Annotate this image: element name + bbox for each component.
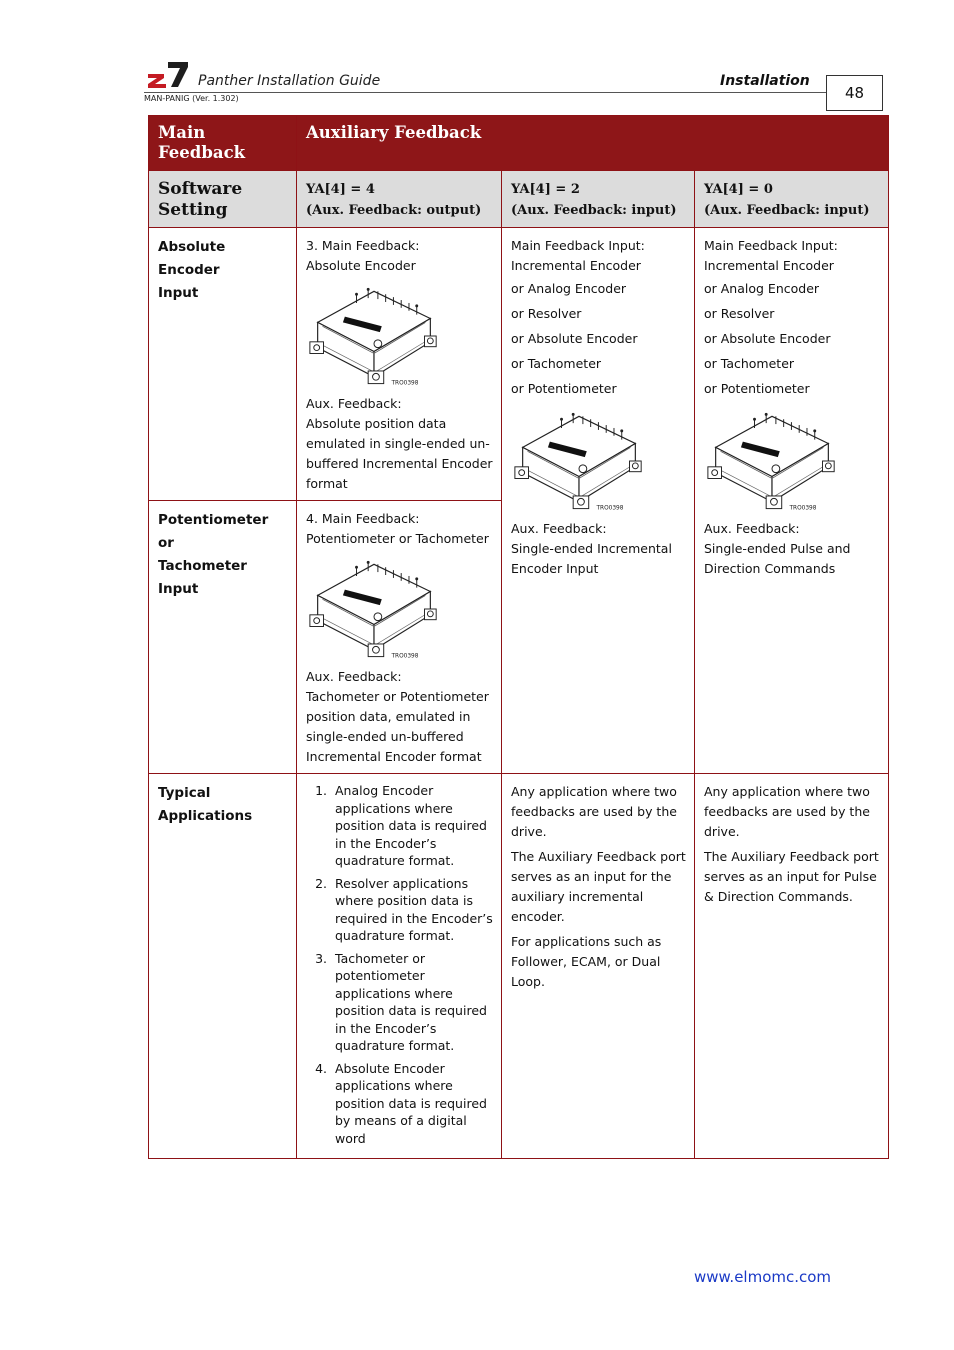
servo-drive-image	[704, 405, 840, 517]
document-version: MAN-PANIG (Ver. 1.302)	[144, 94, 239, 103]
ya0-feedback-cell: Main Feedback Input: Incremental Encoder or Analog Encoder or Resolver or Absolute Encoder or Tachometer or Potentiometer TRO0398 Aux. Feedback: Single-ended Pulse and Direction Commands	[695, 228, 889, 774]
absolute-encoder-cell: 3. Main Feedback: Absolute Encoder TRO0398 Aux. Feedback: Absolute position data emulated in single-ended un- buffered Incremental Encoder format	[297, 228, 502, 501]
table-header-row	[149, 116, 889, 171]
software-setting-label: Software Setting	[149, 171, 297, 228]
svg-text:TRO0398: TRO0398	[391, 380, 419, 387]
typical-applications-ya4-2	[502, 774, 695, 1159]
typical-applications-label: Typical Applications	[149, 774, 297, 1159]
setting-ya4-2: YA[4] = 2 (Aux. Feedback: input)	[502, 171, 695, 228]
potentiometer-cell: 4. Main Feedback: Potentiometer or Tachometer TRO0398 Aux. Feedback: Tachometer or Potentiometer position data, emulated in single-ended un-buffered Incremental Encoder format	[297, 501, 502, 774]
potentiometer-label: Potentiometer or Tachometer Input	[149, 501, 297, 774]
servo-drive-image	[306, 280, 442, 392]
paragraph: The Auxiliary Feedback port serves as an input for the auxiliary incremental encoder.	[511, 849, 686, 924]
paragraph: The Auxiliary Feedback port serves as an input for Pulse & Direction Commands.	[704, 849, 879, 904]
paragraph: For applications such as Follower, ECAM, or Dual Loop.	[511, 934, 662, 989]
servo-drive-image	[511, 405, 647, 517]
setting-ya4-0: YA[4] = 0 (Aux. Feedback: input)	[695, 171, 889, 228]
software-setting-row	[149, 171, 889, 228]
list-item: 4. Absolute Encoder applications where position data is required by means of a digital word	[331, 1060, 493, 1148]
typical-applications-row	[149, 774, 889, 1159]
elmo-logo	[146, 56, 190, 90]
svg-text:TRO0398: TRO0398	[789, 505, 817, 512]
website-link[interactable]: www.elmomc.com	[694, 1268, 832, 1286]
absolute-encoder-label: Absolute Encoder Input	[149, 228, 297, 501]
setting-ya4-4: YA[4] = 4 (Aux. Feedback: output)	[297, 171, 502, 228]
paragraph: Any application where two feedbacks are used by the drive.	[511, 784, 677, 839]
servo-drive-image	[306, 553, 442, 665]
header-rule	[144, 92, 826, 93]
svg-text:TRO0398: TRO0398	[391, 653, 419, 660]
paragraph: Any application where two feedbacks are used by the drive.	[704, 784, 870, 839]
ya2-feedback-cell: Main Feedback Input: Incremental Encoder or Analog Encoder or Resolver or Absolute Encoder or Tachometer or Potentiometer TRO0398 Aux. Feedback: Single-ended Incremental Encoder Input	[502, 228, 695, 774]
section-title: Installation	[720, 73, 810, 89]
main-feedback-heading: Main Feedback	[149, 116, 297, 171]
typical-applications-ya4-4	[297, 774, 502, 1159]
page-number: 48	[826, 75, 883, 111]
list-item: 1. Analog Encoder applications where position data is required in the Encoder’s quadrature format.	[331, 782, 493, 870]
feedback-settings-table	[148, 115, 889, 1159]
absolute-encoder-row	[149, 228, 889, 501]
list-item: 3. Tachometer or potentiometer applications where position data is required in the Encoder’s quadrature format.	[331, 950, 493, 1055]
typical-applications-ya4-0	[695, 774, 889, 1159]
applications-list	[306, 782, 493, 1147]
list-item: 2. Resolver applications where position data is required in the Encoder’s quadrature format.	[331, 875, 493, 945]
svg-text:TRO0398: TRO0398	[596, 505, 624, 512]
document-title: Panther Installation Guide	[198, 73, 381, 89]
aux-feedback-heading: Auxiliary Feedback	[297, 116, 889, 171]
